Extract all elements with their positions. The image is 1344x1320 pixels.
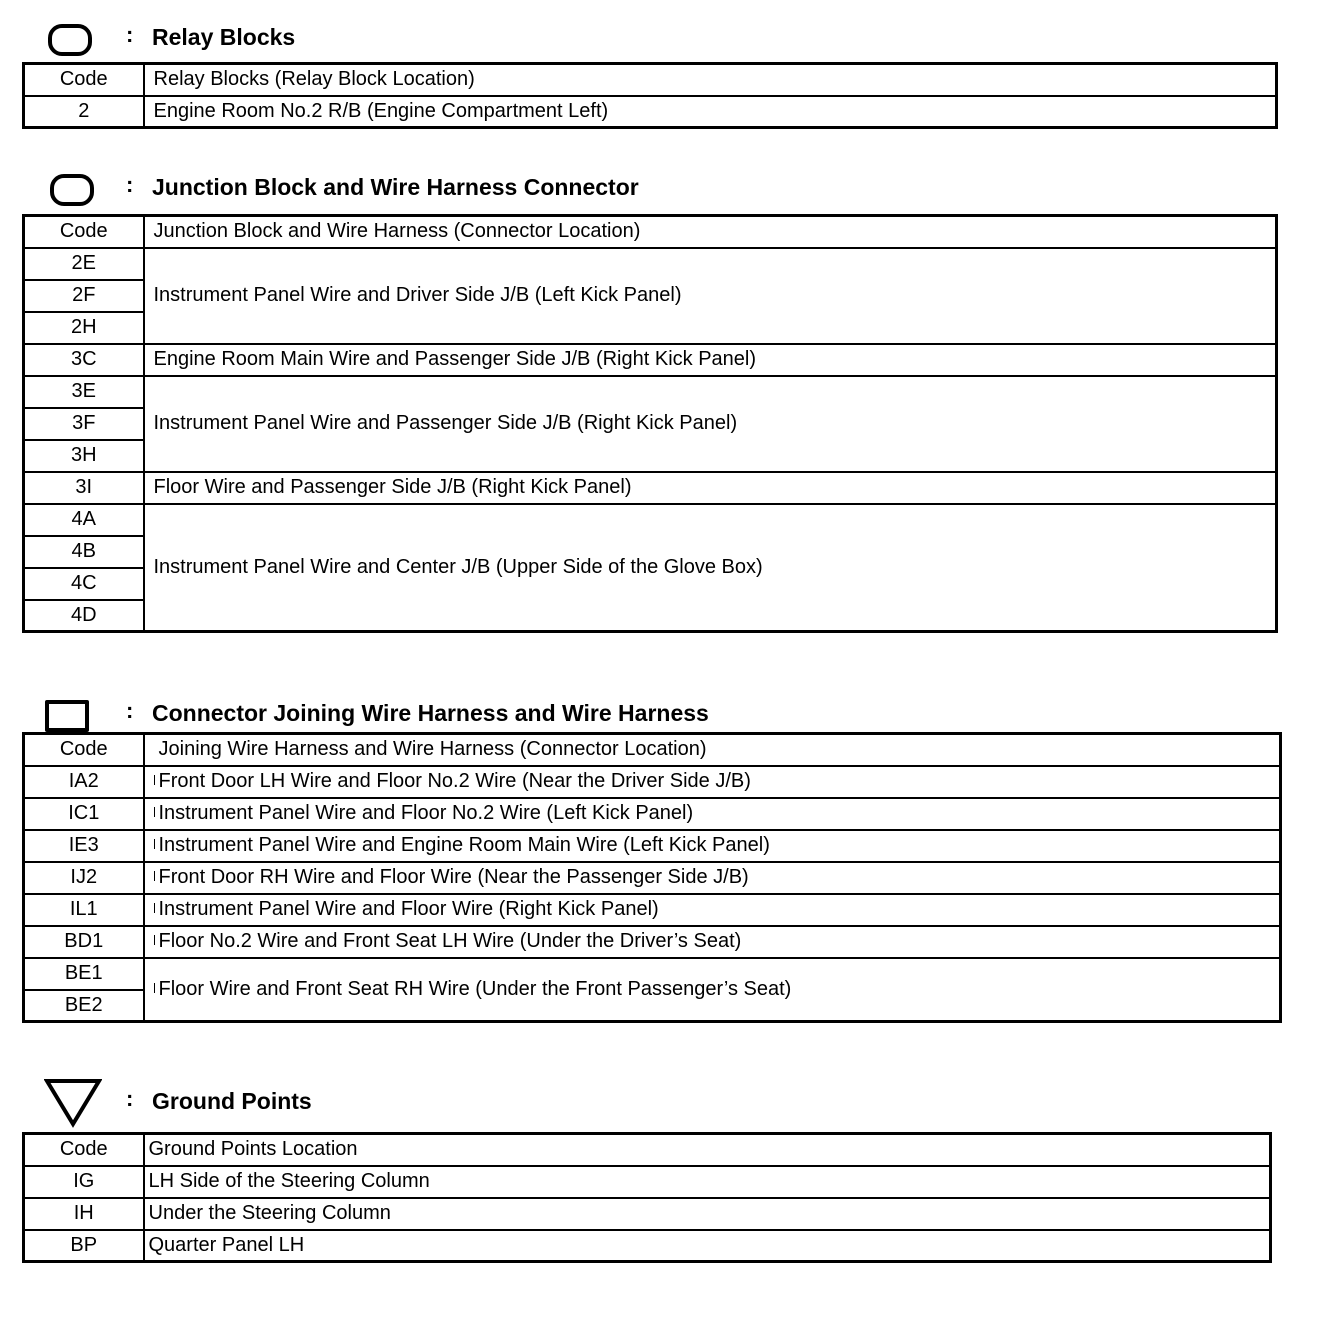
rectangle-icon [45,700,89,732]
row-code: 2H [24,312,144,344]
table-row [24,472,1277,504]
row-desc: Under the Steering Column [144,1198,1271,1230]
header-desc: Junction Block and Wire Harness (Connector Location) [144,216,1277,248]
row-code: 4D [24,600,144,632]
row-desc: Instrument Panel Wire and Floor No.2 Wire (Left Kick Panel) [144,798,1281,830]
row-desc: Floor Wire and Passenger Side J/B (Right Kick Panel) [144,472,1277,504]
header-desc: Joining Wire Harness and Wire Harness (Connector Location) [144,734,1281,766]
table-row [24,958,1281,990]
table-row [24,862,1281,894]
ground-points-title: Ground Points [152,1088,312,1114]
row-desc: Floor Wire and Front Seat RH Wire (Under the Front Passenger’s Seat) [144,958,1281,1022]
table-row [24,1198,1271,1230]
row-desc: Engine Room Main Wire and Passenger Side J/B (Right Kick Panel) [144,344,1277,376]
table-row [24,766,1281,798]
row-code: 4B [24,536,144,568]
connector-colon: : [126,698,134,723]
connector-heading [0,686,1300,726]
junction-colon: : [126,172,134,197]
row-code: IA2 [24,766,144,798]
row-desc: Floor No.2 Wire and Front Seat LH Wire (Under the Driver’s Seat) [144,926,1281,958]
row-desc: Engine Room No.2 R/B (Engine Compartment Left) [144,96,1277,128]
table-row [24,830,1281,862]
ground-points-table [22,1132,1272,1263]
row-desc: Quarter Panel LH [144,1230,1271,1262]
table-header-row [24,734,1281,766]
rounded-rectangle-icon [48,24,92,56]
row-desc: LH Side of the Steering Column [144,1166,1271,1198]
row-code: IG [24,1166,144,1198]
row-code: IE3 [24,830,144,862]
table-header-row [24,216,1277,248]
row-desc: Instrument Panel Wire and Driver Side J/B (Left Kick Panel) [144,248,1277,344]
header-code: Code [24,216,144,248]
relay-blocks-title: Relay Blocks [152,24,296,50]
table-row [24,1166,1271,1198]
junction-block-heading [0,160,1300,200]
row-code: 2F [24,280,144,312]
row-code: IC1 [24,798,144,830]
row-desc: Instrument Panel Wire and Center J/B (Upper Side of the Glove Box) [144,504,1277,632]
table-row [24,344,1277,376]
row-code: 3F [24,408,144,440]
table-row [24,926,1281,958]
relay-blocks-heading [0,10,1300,50]
header-code: Code [24,734,144,766]
row-code: IH [24,1198,144,1230]
row-code: 3E [24,376,144,408]
rounded-rectangle-icon [50,174,94,206]
row-code: IJ2 [24,862,144,894]
ground-colon: : [126,1086,134,1111]
table-row [24,894,1281,926]
table-header-row [24,1134,1271,1166]
row-code: 2E [24,248,144,280]
row-code: 3C [24,344,144,376]
header-code: Code [24,64,144,96]
row-code: BP [24,1230,144,1262]
junction-block-table [22,214,1278,633]
row-code: 3I [24,472,144,504]
row-code: IL1 [24,894,144,926]
row-code: BE2 [24,990,144,1022]
junction-block-title: Junction Block and Wire Harness Connector [152,174,639,200]
row-code: BE1 [24,958,144,990]
connector-title: Connector Joining Wire Harness and Wire Harness [152,700,709,726]
table-header-row [24,64,1277,96]
row-code: 2 [24,96,144,128]
table-row [24,248,1277,280]
header-desc: Relay Blocks (Relay Block Location) [144,64,1277,96]
row-desc: Front Door RH Wire and Floor Wire (Near the Passenger Side J/B) [144,862,1281,894]
relay-blocks-table [22,62,1278,129]
table-row [24,798,1281,830]
row-code: 4A [24,504,144,536]
row-code: 4C [24,568,144,600]
table-row [24,504,1277,536]
row-desc: Instrument Panel Wire and Engine Room Main Wire (Left Kick Panel) [144,830,1281,862]
header-code: Code [24,1134,144,1166]
row-desc: Instrument Panel Wire and Passenger Side J/B (Right Kick Panel) [144,376,1277,472]
table-row [24,1230,1271,1262]
row-code: 3H [24,440,144,472]
table-row [24,376,1277,408]
header-desc: Ground Points Location [144,1134,1271,1166]
relay-colon: : [126,22,134,47]
row-code: BD1 [24,926,144,958]
table-row [24,96,1277,128]
connector-table [22,732,1282,1023]
ground-points-heading [0,1074,1300,1114]
triangle-down-icon [44,1078,102,1128]
row-desc: Instrument Panel Wire and Floor Wire (Right Kick Panel) [144,894,1281,926]
row-desc: Front Door LH Wire and Floor No.2 Wire (Near the Driver Side J/B) [144,766,1281,798]
